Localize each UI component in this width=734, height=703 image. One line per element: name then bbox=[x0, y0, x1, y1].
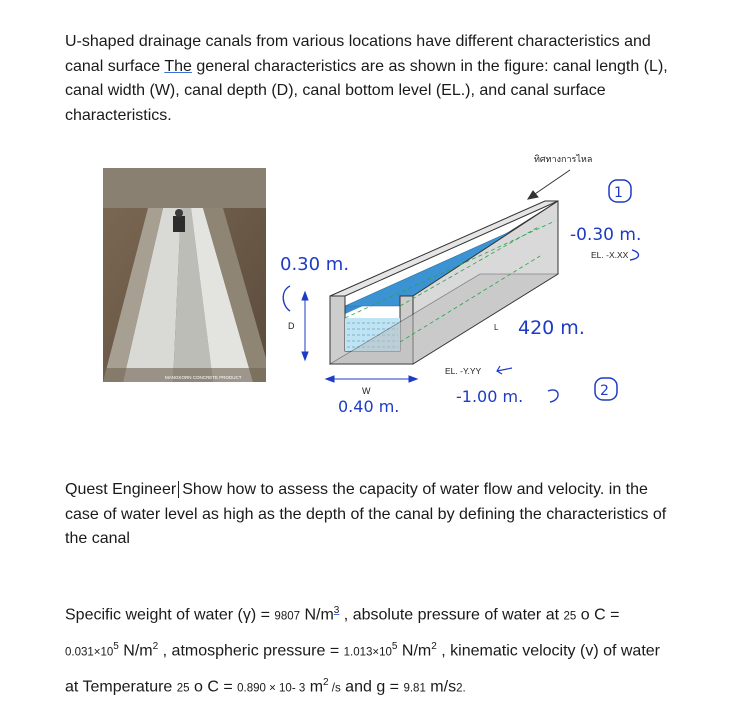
spec-gravity-value: 9.81 bbox=[403, 681, 426, 694]
spec-atm-pressure-value: 1.013×10 bbox=[343, 646, 392, 659]
spec-kinematic-label: , kinematic velocity (v) of water at Temperature bbox=[65, 642, 660, 695]
label-length: L bbox=[494, 323, 499, 332]
spec-kinematic-value: 0.890 × 10- 3 bbox=[237, 681, 306, 694]
intro-paragraph bbox=[65, 30, 670, 128]
svg-text:1: 1 bbox=[614, 185, 623, 201]
hand-length-value: 420 m. bbox=[518, 317, 585, 339]
canal-3d-drawing bbox=[330, 201, 558, 364]
svg-text:2: 2 bbox=[600, 383, 609, 399]
hand-depth-value: 0.30 m. bbox=[280, 254, 350, 275]
spec-abs-pressure-label: , absolute pressure of water at bbox=[339, 606, 564, 624]
label-el-bottom: EL. -Y.YY bbox=[445, 366, 482, 376]
hand-circle-2 bbox=[595, 378, 617, 400]
spec-unit-ms: m/s bbox=[425, 677, 457, 695]
spec-unit-per-s: /s bbox=[328, 681, 341, 694]
intro-underlined-word: The bbox=[164, 57, 192, 75]
spec-deg-c-1: o C = bbox=[576, 606, 620, 624]
spec-exp-2c: 2 bbox=[323, 676, 329, 688]
hand-bottom-level-value: -1.00 m. bbox=[456, 387, 524, 406]
canal-diagram bbox=[100, 146, 660, 436]
spec-deg-c-2: o C = bbox=[189, 677, 238, 695]
intro-text-1: U-shaped drainage canals from various locations have different characteristics and canal surface bbox=[65, 33, 651, 75]
hand-circle-1 bbox=[609, 180, 631, 202]
spec-exp-2a: 2 bbox=[152, 640, 159, 652]
spec-temp-2: 25 bbox=[176, 681, 190, 694]
spec-unit-nm2a: N/m bbox=[118, 642, 153, 660]
spec-unit-nm: N/m bbox=[300, 606, 334, 624]
spec-specific-weight-label: Specific weight of water (γ) = bbox=[65, 606, 275, 624]
flow-direction-arrow bbox=[528, 170, 570, 199]
spec-exp-5b: 5 bbox=[391, 640, 398, 652]
hand-top-level-value: -0.30 m. bbox=[570, 225, 642, 245]
question-paragraph bbox=[65, 478, 670, 552]
bottom-level-curl bbox=[548, 390, 558, 402]
depth-dimension bbox=[302, 292, 308, 360]
spec-atm-pressure-label: , atmospheric pressure = bbox=[158, 642, 344, 660]
spec-paragraph bbox=[65, 596, 670, 703]
depth-curl-mark bbox=[283, 286, 290, 311]
spec-exp-5a: 5 bbox=[113, 640, 119, 652]
spec-unit-m: m bbox=[305, 677, 324, 695]
spec-specific-weight-value: 9807 bbox=[274, 610, 301, 623]
label-width: W bbox=[362, 386, 371, 396]
el-bottom-pointer bbox=[497, 366, 512, 374]
spec-gravity-label: and g = bbox=[340, 677, 404, 695]
question-text: Show how to assess the capacity of water flow and velocity. in the case of water level as high as the depth of the canal by defining the characteristics of the canal bbox=[65, 481, 667, 547]
el-top-pointer bbox=[630, 250, 639, 260]
label-el-top: EL. -X.XX bbox=[591, 250, 629, 260]
hand-width-value: 0.40 m. bbox=[338, 397, 400, 416]
spec-exp-3: 3 bbox=[333, 605, 340, 616]
spec-exp-2d: 2. bbox=[456, 681, 466, 694]
question-lead: Quest Engineer bbox=[65, 481, 177, 498]
spec-unit-nm2b: N/m bbox=[397, 642, 432, 660]
intro-text-2: general characteristics are as shown in the figure: canal length (L), canal width (W), canal depth (D), canal bottom level (EL.), and canal surface characteristics. bbox=[65, 57, 668, 124]
label-depth: D bbox=[288, 321, 295, 331]
flow-direction-label: ทิศทางการไหล bbox=[534, 154, 593, 164]
spec-exp-2b: 2 bbox=[431, 640, 437, 652]
spec-abs-pressure-value: 0.031×10 bbox=[65, 646, 114, 659]
photo-caption: MANGKORN CONCRETE PRODUCT bbox=[165, 375, 242, 380]
width-dimension bbox=[326, 376, 417, 382]
spec-temp-1: 25 bbox=[563, 610, 577, 623]
